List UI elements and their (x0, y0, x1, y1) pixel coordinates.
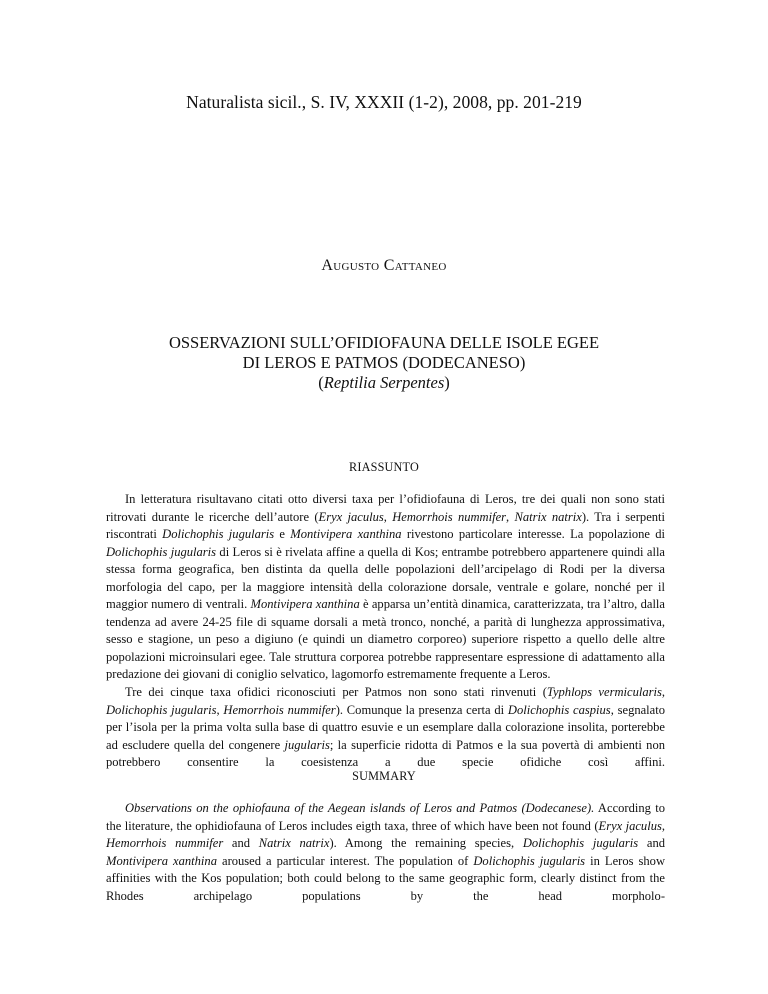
subtitle-open-paren: ( (318, 373, 324, 392)
text-run: di Leros si è rivelata affine a quella di Kos; entrambe potrebbero appartenere quindi alla stessa forma geografica, ben distinta da quella delle popolazioni dell’arcipelago di Rodi per la diversa morfologia del capo, per la maggiore intensità della colorazione dorsale, ventrale e golare, nonché per il maggior numero di ventrali. (106, 544, 666, 612)
species-name: Eryx jaculus (318, 509, 384, 524)
summary-heading: SUMMARY (352, 769, 416, 783)
text-run: and (223, 836, 259, 851)
species-name: Hemorrhois nummifer (223, 702, 336, 717)
species-name: Hemorrhois nummifer (106, 836, 224, 851)
species-name: Typhlops vermicularis (546, 685, 662, 700)
species-name: Dolichophis jugularis (106, 702, 217, 717)
species-name: Dolichophis jugularis (473, 853, 586, 868)
text-run: Tre dei cinque taxa ofidici riconosciuti per Patmos non sono stati rinvenuti ( (125, 685, 547, 700)
article-title (80, 333, 688, 393)
text-run: ). Among the remaining species, (329, 836, 523, 851)
text-run: and (638, 836, 665, 851)
species-name: Dolichophis jugularis (522, 836, 639, 851)
text-run: ). Comunque la presenza certa di (335, 702, 508, 717)
text-run: According to the literature, the ophidiofauna of Leros includes eigth taxa, three of which have been not found ( (106, 801, 665, 833)
subtitle-close-paren: ) (444, 373, 450, 392)
species-name: Dolichophis caspius (507, 702, 611, 717)
text-run: in Leros show affinities with the Kos population; both could belong to the same geographic form, clearly distinct from the Rhodes archipelago populations by the head morpholo- (106, 853, 665, 903)
species-name: Natrix natrix (514, 509, 582, 524)
title-line-1: OSSERVAZIONI SULL’OFIDIOFAUNA DELLE ISOLE EGEE (168, 333, 600, 352)
summary-body (106, 800, 665, 905)
species-name: Dolichophis jugularis (162, 527, 275, 542)
text-run: è apparsa un’entità dinamica, caratterizzata, tra l’altro, dalla tendenza ad avere 24-25 file di squame dorsali a metà tronco, nonché, a parità di lunghezza approssimativa, sesso e stagione, un peso a digiuno (e quindi un diametro corporeo) superiore rispetto a quello delle altre popolazioni microinsulari egee. Tale struttura corporea potrebbe rappresentare espressione di adattamento alla predazione dei giovani di coniglio selvatico, lagomorfo estremamente frequente a Leros. (106, 597, 665, 682)
text-run: aroused a particular interest. The population of (216, 853, 474, 868)
species-name: Montivipera xanthina (290, 527, 402, 542)
text-run: ). Tra i serpenti riscontrati (106, 509, 666, 542)
text-run: , (661, 685, 665, 700)
text-run: , (506, 509, 515, 524)
text-run: , (216, 702, 224, 717)
text-run: , segnalato per l’isola per la prima volta sulla base di quattro esuvie e un esemplare dalla colorazione insolita, porterebbe ad escludere quella del congenere (106, 702, 665, 752)
species-name: jugularis (284, 737, 330, 752)
species-name: Montivipera xanthina (250, 597, 360, 612)
species-name: Montivipera xanthina (106, 853, 217, 868)
title-line-2: DI LEROS E PATMOS (DODECANESO) (242, 353, 526, 372)
riassunto-paragraph-1 (106, 491, 665, 684)
riassunto-paragraph-2 (106, 684, 665, 772)
summary-paragraph-1 (106, 800, 665, 905)
text-run: e (274, 527, 291, 542)
species-name: Natrix natrix (258, 836, 330, 851)
journal-citation: Naturalista sicil., S. IV, XXXII (1-2), 2008, pp. 201-219 (186, 92, 582, 112)
subtitle-taxon: Reptilia Serpentes (323, 373, 445, 392)
text-run: In letteratura risultavano citati otto diversi taxa per l’ofidiofauna di Leros, tre dei quali non sono stati ritrovati durante le ricerche dell’autore ( (106, 492, 665, 524)
riassunto-heading: RIASSUNTO (349, 460, 419, 474)
text-run: ; la superficie ridotta di Patmos e la sua povertà di ambienti non potrebbero consentire la coesistenza a due specie ofidiche così affini. (106, 737, 665, 770)
text-run: rivestono particolare interesse. La popolazione di (401, 527, 665, 542)
species-name: Eryx jaculus (598, 818, 662, 833)
text-run: , (383, 509, 393, 524)
text-run: , (661, 818, 665, 833)
author-name: Augusto Cattaneo (321, 257, 447, 274)
species-name: Hemorrhois nummifer (392, 509, 507, 524)
summary-title-italic: Observations on the ophiofauna of the Aegean islands of Leros and Patmos (Dodecanese). (125, 801, 595, 815)
species-name: Dolichophis jugularis (106, 544, 217, 559)
riassunto-body (106, 491, 665, 772)
title-subtitle (80, 373, 688, 393)
